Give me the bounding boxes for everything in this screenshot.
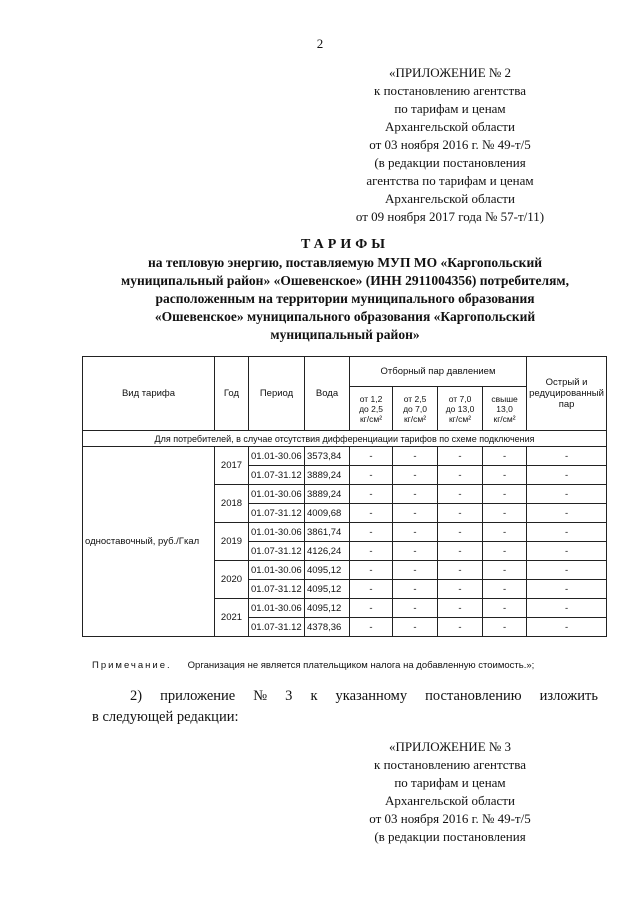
appendix-header-top	[330, 64, 570, 226]
appendix-line: по тарифам и ценам	[394, 101, 506, 116]
period-cell: 01.07-31.12	[249, 504, 305, 523]
water-cell: 4126,24	[305, 542, 350, 561]
empty-value-cell: -	[438, 523, 483, 542]
empty-value-cell: -	[527, 580, 607, 599]
table-note-row: Для потребителей, в случае отсутствия дифференциации тарифов по схеме подключения	[83, 431, 607, 447]
empty-value-cell: -	[438, 618, 483, 637]
appendix-line: от 03 ноября 2016 г. № 49-т/5	[369, 137, 531, 152]
period-cell: 01.01-30.06	[249, 447, 305, 466]
period-cell: 01.01-30.06	[249, 523, 305, 542]
empty-value-cell: -	[483, 466, 527, 485]
title-line: муниципальный район» «Ошевенское» (ИНН 2911004356) потребителям,	[121, 273, 569, 288]
empty-value-cell: -	[527, 561, 607, 580]
appendix-line: к постановлению агентства	[374, 757, 526, 772]
period-cell: 01.07-31.12	[249, 580, 305, 599]
empty-value-cell: -	[438, 542, 483, 561]
header-tariff-type: Вид тарифа	[83, 357, 215, 431]
water-cell: 3861,74	[305, 523, 350, 542]
empty-value-cell: -	[483, 523, 527, 542]
appendix-line: от 03 ноября 2016 г. № 49-т/5	[369, 811, 531, 826]
empty-value-cell: -	[483, 599, 527, 618]
empty-value-cell: -	[438, 561, 483, 580]
appendix-line: «ПРИЛОЖЕНИЕ № 2	[388, 65, 512, 80]
paragraph-word: изложить	[539, 688, 598, 704]
empty-value-cell: -	[393, 523, 438, 542]
appendix-line: «ПРИЛОЖЕНИЕ № 3	[388, 739, 512, 754]
header-steam-2: от 2,5 до 7,0 кг/см²	[393, 387, 438, 431]
header-period: Период	[249, 357, 305, 431]
empty-value-cell: -	[393, 542, 438, 561]
footnote-text: Организация не является плательщиком налога на добавленную стоимость.»;	[187, 660, 535, 671]
appendix-line: по тарифам и ценам	[394, 775, 506, 790]
empty-value-cell: -	[438, 599, 483, 618]
empty-value-cell: -	[350, 447, 393, 466]
empty-value-cell: -	[527, 542, 607, 561]
empty-value-cell: -	[483, 504, 527, 523]
empty-value-cell: -	[438, 504, 483, 523]
empty-value-cell: -	[527, 466, 607, 485]
water-cell: 3889,24	[305, 466, 350, 485]
empty-value-cell: -	[393, 599, 438, 618]
water-cell: 4095,12	[305, 561, 350, 580]
empty-value-cell: -	[350, 561, 393, 580]
appendix-line: Архангельской области	[385, 191, 515, 206]
year-cell: 2017	[215, 447, 249, 485]
empty-value-cell: -	[350, 618, 393, 637]
empty-value-cell: -	[483, 618, 527, 637]
appendix-line: от 09 ноября 2017 года № 57-т/11)	[355, 209, 545, 224]
empty-value-cell: -	[350, 580, 393, 599]
header-steam-1: от 1,2 до 2,5 кг/см²	[350, 387, 393, 431]
paragraph-word: постановлению	[425, 688, 522, 704]
empty-value-cell: -	[483, 542, 527, 561]
page-number: 2	[316, 36, 324, 51]
title-heading: ТАРИФЫ	[301, 237, 389, 252]
empty-value-cell: -	[350, 485, 393, 504]
water-cell: 4095,12	[305, 599, 350, 618]
paragraph-line-1	[92, 686, 598, 707]
period-cell: 01.07-31.12	[249, 542, 305, 561]
header-year: Год	[215, 357, 249, 431]
header-water: Вода	[305, 357, 350, 431]
year-cell: 2019	[215, 523, 249, 561]
empty-value-cell: -	[527, 485, 607, 504]
footnote	[92, 660, 632, 671]
amendment-paragraph	[92, 686, 598, 728]
empty-value-cell: -	[438, 580, 483, 599]
header-sharp-steam: Острый и редуцированный пар	[527, 357, 607, 431]
empty-value-cell: -	[393, 485, 438, 504]
empty-value-cell: -	[350, 542, 393, 561]
empty-value-cell: -	[527, 618, 607, 637]
empty-value-cell: -	[527, 523, 607, 542]
empty-value-cell: -	[350, 523, 393, 542]
tariff-type-cell: одноставочный, руб./Гкал	[83, 447, 215, 637]
water-cell: 4009,68	[305, 504, 350, 523]
year-cell: 2020	[215, 561, 249, 599]
year-cell: 2021	[215, 599, 249, 637]
paragraph-word: №	[253, 688, 268, 704]
header-steam-4: свыше 13,0 кг/см²	[483, 387, 527, 431]
paragraph-word: 3	[285, 688, 293, 704]
period-cell: 01.07-31.12	[249, 618, 305, 637]
footnote-label: Примечание.	[92, 660, 172, 671]
empty-value-cell: -	[483, 561, 527, 580]
paragraph-word: указанному	[335, 688, 408, 704]
empty-value-cell: -	[393, 561, 438, 580]
empty-value-cell: -	[527, 504, 607, 523]
paragraph-word: 2)	[130, 688, 143, 704]
empty-value-cell: -	[350, 466, 393, 485]
empty-value-cell: -	[393, 447, 438, 466]
water-cell: 4095,12	[305, 580, 350, 599]
empty-value-cell: -	[393, 618, 438, 637]
empty-value-cell: -	[393, 580, 438, 599]
empty-value-cell: -	[527, 447, 607, 466]
appendix-header-bottom	[330, 738, 570, 846]
appendix-line: агентства по тарифам и ценам	[366, 173, 534, 188]
empty-value-cell: -	[438, 447, 483, 466]
appendix-line: Архангельской области	[385, 119, 515, 134]
title-line: муниципальный район»	[270, 327, 420, 342]
empty-value-cell: -	[350, 599, 393, 618]
empty-value-cell: -	[483, 447, 527, 466]
appendix-line: (в редакции постановления	[374, 829, 526, 844]
period-cell: 01.07-31.12	[249, 466, 305, 485]
header-steam-3: от 7,0 до 13,0 кг/см²	[438, 387, 483, 431]
empty-value-cell: -	[393, 504, 438, 523]
empty-value-cell: -	[483, 485, 527, 504]
empty-value-cell: -	[438, 485, 483, 504]
title-line: расположенным на территории муниципального образования	[155, 291, 535, 306]
period-cell: 01.01-30.06	[249, 561, 305, 580]
title-line: на тепловую энергию, поставляемую МУП МО «Каргопольский	[147, 255, 543, 270]
header-steam-group: Отборный пар давлением	[350, 357, 527, 387]
appendix-line: Архангельской области	[385, 793, 515, 808]
empty-value-cell: -	[393, 466, 438, 485]
paragraph-line-2: в следующей редакции:	[92, 709, 239, 725]
empty-value-cell: -	[438, 466, 483, 485]
water-cell: 3573,84	[305, 447, 350, 466]
period-cell: 01.01-30.06	[249, 599, 305, 618]
document-title	[100, 236, 590, 344]
appendix-line: (в редакции постановления	[374, 155, 526, 170]
water-cell: 4378,36	[305, 618, 350, 637]
empty-value-cell: -	[527, 599, 607, 618]
table-row	[83, 447, 607, 466]
tariff-table	[82, 356, 607, 637]
title-line: «Ошевенское» муниципального образования «Каргопольский	[154, 309, 536, 324]
tariff-body	[83, 447, 607, 637]
paragraph-word: к	[310, 688, 318, 704]
empty-value-cell: -	[483, 580, 527, 599]
period-cell: 01.01-30.06	[249, 485, 305, 504]
paragraph-word: приложение	[160, 688, 236, 704]
water-cell: 3889,24	[305, 485, 350, 504]
empty-value-cell: -	[350, 504, 393, 523]
appendix-line: к постановлению агентства	[374, 83, 526, 98]
year-cell: 2018	[215, 485, 249, 523]
